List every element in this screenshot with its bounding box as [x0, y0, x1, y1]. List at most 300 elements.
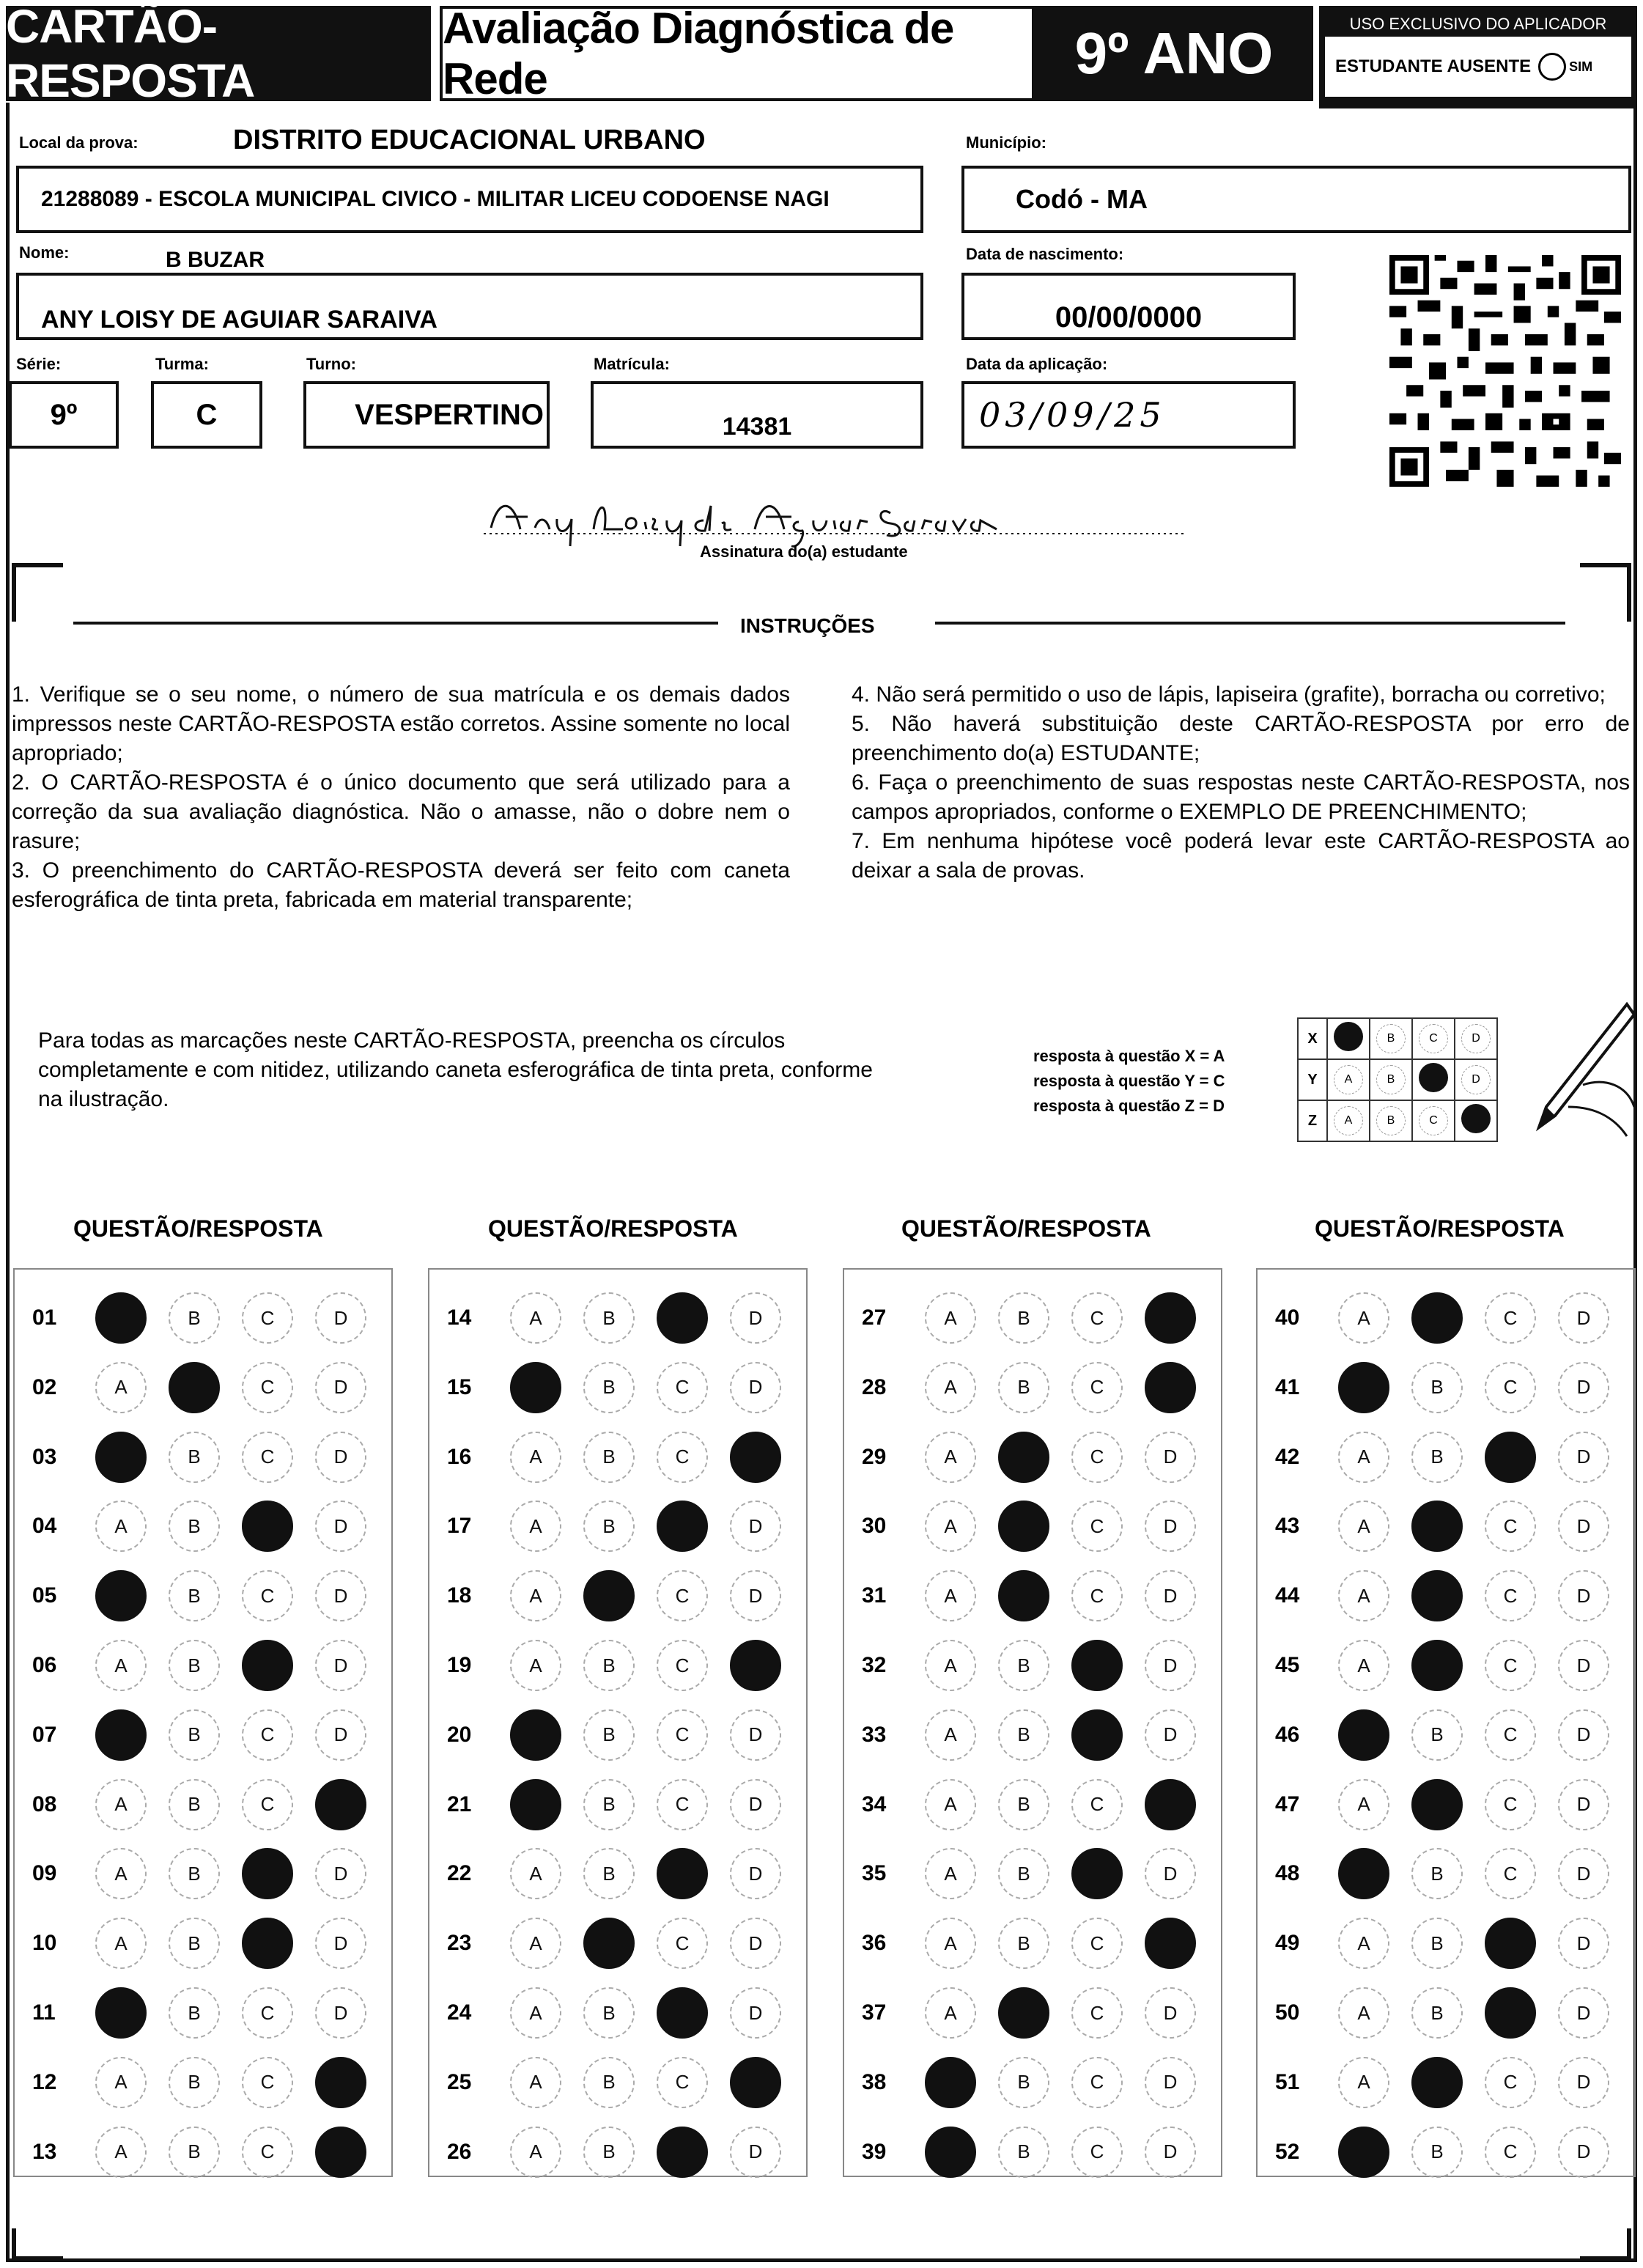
bubble-b[interactable]: B: [169, 1709, 220, 1761]
bubble-a[interactable]: [95, 1570, 147, 1621]
bubble-b[interactable]: B: [998, 1779, 1049, 1830]
answer-row: [850, 1429, 1196, 1485]
bubble-a[interactable]: A: [1338, 1501, 1389, 1552]
answer-row: [435, 1568, 781, 1624]
bubble-a[interactable]: A: [95, 1501, 147, 1552]
bubble-c[interactable]: [1071, 1709, 1123, 1761]
bubble-d[interactable]: D: [315, 1987, 366, 2039]
answer-row: [1263, 1429, 1609, 1485]
bubble-b[interactable]: B: [583, 1709, 635, 1761]
question-number: 17: [447, 1514, 472, 1539]
bubble-b[interactable]: B: [169, 2127, 220, 2178]
bubble-c[interactable]: C: [242, 1292, 293, 1344]
bubble-c[interactable]: C: [1071, 2057, 1123, 2108]
example-cell: [1370, 1100, 1412, 1141]
bubble-b[interactable]: B: [169, 1640, 220, 1691]
bubble-a[interactable]: A: [95, 1918, 147, 1969]
example-legend-x: resposta à questão X = A: [1033, 1047, 1225, 1065]
bubble-a[interactable]: A: [1338, 1640, 1389, 1691]
bubble-a[interactable]: A: [510, 1918, 561, 1969]
bubble-d[interactable]: D: [730, 1362, 781, 1413]
bubble-a[interactable]: A: [1338, 1292, 1389, 1344]
bubble-b[interactable]: B: [169, 1292, 220, 1344]
bubble-c[interactable]: C: [1485, 1570, 1536, 1621]
bubble-c[interactable]: [242, 1501, 293, 1552]
bubble-d[interactable]: D: [315, 1362, 366, 1413]
bubble-b[interactable]: B: [583, 1362, 635, 1413]
example-bubble: C: [1419, 1024, 1448, 1053]
example-cell: [1370, 1018, 1412, 1059]
bubble-b[interactable]: B: [583, 2057, 635, 2108]
bubble-c[interactable]: C: [1071, 1570, 1123, 1621]
nascimento-label: Data de nascimento:: [966, 245, 1124, 263]
bubble-b[interactable]: B: [169, 1987, 220, 2039]
bubble-c[interactable]: C: [1071, 1779, 1123, 1830]
bubble-b[interactable]: [998, 1987, 1049, 2039]
bubble-a[interactable]: A: [95, 1640, 147, 1691]
bubble-c[interactable]: C: [1485, 2127, 1536, 2178]
bubble-d[interactable]: D: [315, 1292, 366, 1344]
bubble-c[interactable]: [1485, 1987, 1536, 2039]
bubble-d[interactable]: D: [1145, 1848, 1196, 1899]
bubble-d[interactable]: [1145, 1779, 1196, 1830]
bubble-d[interactable]: [1145, 1292, 1196, 1344]
instructions-corner-left: [12, 563, 63, 622]
bubble-c[interactable]: C: [1071, 1432, 1123, 1483]
bubble-b[interactable]: B: [583, 1640, 635, 1691]
bubble-c[interactable]: C: [242, 2127, 293, 2178]
bubble-c[interactable]: C: [1071, 1987, 1123, 2039]
bubble-a[interactable]: [95, 1987, 147, 2039]
question-number: 21: [447, 1792, 472, 1816]
bubble-a[interactable]: [510, 1362, 561, 1413]
instruction-7: 7. Em nenhuma hipótese você poderá levar este CARTÃO-RESPOSTA ao deixar a sala de provas.: [852, 829, 1630, 883]
bubble-c[interactable]: C: [1071, 2127, 1123, 2178]
bubble-a[interactable]: A: [925, 1709, 976, 1761]
bubble-a[interactable]: A: [95, 1362, 147, 1413]
answer-row: [435, 1290, 781, 1346]
bubble-d[interactable]: [730, 1640, 781, 1691]
aplicacao-value: 03/09/25: [979, 395, 1166, 435]
question-number: 16: [447, 1444, 472, 1469]
bubble-c[interactable]: C: [1485, 1501, 1536, 1552]
example-bubble: D: [1461, 1024, 1491, 1053]
bubble-d[interactable]: [315, 1779, 366, 1830]
aplicacao-field: [961, 381, 1296, 449]
bubble-a[interactable]: A: [510, 1570, 561, 1621]
bubble-a[interactable]: [925, 2127, 976, 2178]
bubble-a[interactable]: A: [1338, 1432, 1389, 1483]
question-number: 32: [862, 1653, 887, 1677]
bubble-c[interactable]: [657, 1848, 708, 1899]
absent-label: ESTUDANTE AUSENTE: [1335, 56, 1532, 76]
bubble-b[interactable]: B: [1411, 1362, 1463, 1413]
municipio-value: Codó - MA: [1016, 184, 1148, 214]
instruction-4: 4. Não será permitido o uso de lápis, lapiseira (grafite), borracha ou corretivo;: [852, 682, 1606, 707]
bubble-b[interactable]: B: [1411, 1432, 1463, 1483]
bubble-d[interactable]: D: [1145, 1501, 1196, 1552]
bubble-c[interactable]: [657, 1987, 708, 2039]
answer-row: [1263, 2055, 1609, 2110]
bubble-d[interactable]: D: [1145, 1432, 1196, 1483]
bubble-a[interactable]: A: [925, 1987, 976, 2039]
bubble-b[interactable]: B: [169, 1432, 220, 1483]
bubble-b[interactable]: B: [998, 2057, 1049, 2108]
bubble-d[interactable]: D: [730, 2127, 781, 2178]
nascimento-field: [961, 273, 1296, 340]
bubble-a[interactable]: [95, 1432, 147, 1483]
bubble-d[interactable]: D: [315, 1918, 366, 1969]
bubble-a[interactable]: A: [95, 1848, 147, 1899]
bubble-a[interactable]: A: [510, 1432, 561, 1483]
bubble-c[interactable]: [242, 1918, 293, 1969]
bubble-d[interactable]: D: [730, 1501, 781, 1552]
turma-value: C: [196, 398, 218, 431]
bubble-b[interactable]: B: [583, 1848, 635, 1899]
bubble-d[interactable]: D: [1558, 1501, 1609, 1552]
turno-value: VESPERTINO: [355, 398, 544, 431]
bubble-a[interactable]: [510, 1779, 561, 1830]
bubble-a[interactable]: A: [95, 2057, 147, 2108]
bubble-d[interactable]: D: [1558, 2057, 1609, 2108]
bubble-a[interactable]: A: [1338, 1779, 1389, 1830]
bubble-a[interactable]: A: [925, 1570, 976, 1621]
bubble-d[interactable]: D: [315, 1640, 366, 1691]
bubble-b[interactable]: [169, 1362, 220, 1413]
nome-field: [16, 273, 923, 340]
instructions-rule-left: [73, 622, 718, 625]
answer-row: [435, 1846, 781, 1901]
bubble-b[interactable]: B: [1411, 1987, 1463, 2039]
bubble-c[interactable]: C: [1485, 1292, 1536, 1344]
bubble-b[interactable]: B: [1411, 1918, 1463, 1969]
bubble-b[interactable]: B: [998, 1362, 1049, 1413]
bubble-b[interactable]: B: [169, 1501, 220, 1552]
bubble-d[interactable]: D: [315, 1501, 366, 1552]
bubble-c[interactable]: C: [242, 1432, 293, 1483]
bubble-c[interactable]: [1485, 1918, 1536, 1969]
bubble-b[interactable]: [998, 1501, 1049, 1552]
bubble-b[interactable]: B: [1411, 1848, 1463, 1899]
answer-row: [435, 1498, 781, 1554]
bubble-d[interactable]: D: [315, 1848, 366, 1899]
bubble-a[interactable]: A: [510, 1987, 561, 2039]
bubble-d[interactable]: D: [730, 1779, 781, 1830]
bubble-d[interactable]: D: [315, 1570, 366, 1621]
bubble-a[interactable]: A: [95, 1779, 147, 1830]
bubble-b[interactable]: [1411, 2057, 1463, 2108]
absent-bubble[interactable]: [1538, 53, 1566, 81]
bubble-d[interactable]: [1145, 1918, 1196, 1969]
bubble-c[interactable]: C: [1071, 1292, 1123, 1344]
bubble-d[interactable]: D: [730, 1918, 781, 1969]
bubble-d[interactable]: D: [1145, 2057, 1196, 2108]
bubble-b[interactable]: B: [169, 1918, 220, 1969]
instruction-5: 5. Não haverá substituição deste CARTÃO-RESPOSTA por erro de preenchimento do(a) ESTUDANTE;: [852, 712, 1630, 765]
answer-row: [850, 1568, 1196, 1624]
question-number: 24: [447, 2000, 472, 2025]
question-number: 28: [862, 1374, 887, 1399]
bubble-c[interactable]: C: [657, 1709, 708, 1761]
bubble-b[interactable]: B: [1411, 1709, 1463, 1761]
bubble-d[interactable]: D: [730, 1709, 781, 1761]
nome-value: ANY LOISY DE AGUIAR SARAIVA: [41, 306, 437, 334]
bubble-c[interactable]: [1071, 1640, 1123, 1691]
example-bubble: A: [1334, 1065, 1363, 1094]
bubble-b[interactable]: [583, 1918, 635, 1969]
bubble-c[interactable]: C: [1485, 1779, 1536, 1830]
fill-instruction: Para todas as marcações neste CARTÃO-RESPOSTA, preencha os círculos completamente e com nitidez, utilizando caneta esferográfica de tinta preta, conforme na ilustração.: [38, 1028, 873, 1111]
bubble-b[interactable]: B: [998, 2127, 1049, 2178]
bubble-b[interactable]: B: [169, 2057, 220, 2108]
bubble-c[interactable]: C: [1071, 1501, 1123, 1552]
bubble-c[interactable]: [657, 1501, 708, 1552]
bubble-c[interactable]: [242, 1848, 293, 1899]
question-number: 14: [447, 1306, 472, 1330]
answer-row: [21, 1568, 366, 1624]
bubble-b[interactable]: [583, 1570, 635, 1621]
bubble-d[interactable]: D: [1558, 1709, 1609, 1761]
question-number: 39: [862, 2139, 887, 2164]
bubble-a[interactable]: A: [925, 1501, 976, 1552]
question-number: 09: [32, 1861, 57, 1886]
bubble-a[interactable]: A: [510, 1848, 561, 1899]
bubble-c[interactable]: C: [242, 1362, 293, 1413]
bubble-a[interactable]: [95, 1292, 147, 1344]
bubble-c[interactable]: C: [242, 1709, 293, 1761]
bubble-c[interactable]: C: [657, 1432, 708, 1483]
bubble-a[interactable]: [510, 1709, 561, 1761]
bubble-d[interactable]: D: [315, 1432, 366, 1483]
bubble-d[interactable]: D: [1145, 1640, 1196, 1691]
bubble-d[interactable]: [315, 2057, 366, 2108]
bubble-b[interactable]: B: [998, 1640, 1049, 1691]
bubble-a[interactable]: [1338, 1362, 1389, 1413]
answer-row: [435, 1985, 781, 2041]
bubble-c[interactable]: C: [1485, 1640, 1536, 1691]
answer-row: [1263, 2124, 1609, 2180]
bubble-d[interactable]: [315, 2127, 366, 2178]
bubble-c[interactable]: C: [1485, 1362, 1536, 1413]
example-cell: [1455, 1059, 1497, 1100]
answer-row: [435, 1638, 781, 1693]
instruction-2: 2. O CARTÃO-RESPOSTA é o único documento que será utilizado para a correção da sua avaliação diagnóstica. Não o amasse, não o dobre nem o rasure;: [12, 770, 790, 853]
bubble-c[interactable]: C: [242, 1987, 293, 2039]
bubble-b[interactable]: [998, 1432, 1049, 1483]
bubble-d[interactable]: D: [315, 1709, 366, 1761]
bubble-a[interactable]: A: [510, 1501, 561, 1552]
bubble-d[interactable]: D: [730, 1570, 781, 1621]
question-number: 30: [862, 1514, 887, 1539]
question-number: 34: [862, 1792, 887, 1816]
bubble-a[interactable]: A: [1338, 1570, 1389, 1621]
absent-field: [1325, 37, 1631, 97]
bubble-c[interactable]: C: [1485, 2057, 1536, 2108]
bubble-b[interactable]: [1411, 1779, 1463, 1830]
bubble-a[interactable]: A: [925, 1292, 976, 1344]
question-number: 03: [32, 1444, 57, 1469]
bubble-d[interactable]: D: [1558, 2127, 1609, 2178]
bubble-d[interactable]: D: [1558, 1432, 1609, 1483]
bubble-b[interactable]: [1411, 1640, 1463, 1691]
bubble-a[interactable]: A: [95, 2127, 147, 2178]
bubble-b[interactable]: B: [998, 1918, 1049, 1969]
bubble-b[interactable]: B: [169, 1779, 220, 1830]
bubble-c[interactable]: C: [657, 1918, 708, 1969]
bubble-b[interactable]: B: [583, 1501, 635, 1552]
question-number: 47: [1275, 1792, 1300, 1816]
answer-row: [1263, 1707, 1609, 1763]
bubble-a[interactable]: [1338, 2127, 1389, 2178]
matricula-value: 14381: [722, 413, 792, 441]
instruction-3: 3. O preenchimento do CARTÃO-RESPOSTA deverá ser feito com caneta esferográfica de tinta preta, fabricada em material transparente;: [12, 858, 790, 912]
bubble-a[interactable]: [95, 1709, 147, 1761]
bubble-d[interactable]: D: [730, 1848, 781, 1899]
bubble-a[interactable]: A: [1338, 1987, 1389, 2039]
bubble-d[interactable]: D: [1558, 1570, 1609, 1621]
example-row-label: Y: [1298, 1059, 1327, 1100]
example-row-label: X: [1298, 1018, 1327, 1059]
bubble-d[interactable]: D: [1145, 1987, 1196, 2039]
bubble-b[interactable]: B: [998, 1292, 1049, 1344]
answer-row: [850, 1498, 1196, 1554]
bubble-b[interactable]: B: [169, 1570, 220, 1621]
bubble-b[interactable]: B: [169, 1848, 220, 1899]
bubble-a[interactable]: [925, 2057, 976, 2108]
bubble-c[interactable]: C: [657, 1779, 708, 1830]
bubble-d[interactable]: D: [1558, 1292, 1609, 1344]
bubble-a[interactable]: A: [510, 2057, 561, 2108]
bubble-a[interactable]: [1338, 1848, 1389, 1899]
grade-year: 9º ANO: [1035, 6, 1313, 101]
answer-row: [850, 1707, 1196, 1763]
bubble-c[interactable]: C: [657, 1362, 708, 1413]
answer-row: [435, 1429, 781, 1485]
bubble-b[interactable]: B: [998, 1709, 1049, 1761]
bubble-d[interactable]: D: [1558, 1362, 1609, 1413]
example-cell: [1412, 1100, 1455, 1141]
bubble-c[interactable]: C: [657, 2057, 708, 2108]
question-number: 05: [32, 1583, 57, 1608]
bubble-a[interactable]: A: [925, 1640, 976, 1691]
municipio-label: Município:: [966, 133, 1046, 152]
bubble-b[interactable]: B: [998, 1848, 1049, 1899]
column-title: QUESTÃO/RESPOSTA: [901, 1215, 1151, 1242]
signature-label: Assinatura do(a) estudante: [700, 542, 908, 561]
example-row: [1298, 1100, 1497, 1141]
question-number: 42: [1275, 1444, 1300, 1469]
serie-label: Série:: [16, 355, 62, 373]
bubble-d[interactable]: D: [1145, 1570, 1196, 1621]
bubble-c[interactable]: C: [1071, 1918, 1123, 1969]
bubble-b[interactable]: B: [583, 1432, 635, 1483]
answer-row: [1263, 1638, 1609, 1693]
question-number: 01: [32, 1306, 57, 1330]
bubble-b[interactable]: [998, 1570, 1049, 1621]
bubble-a[interactable]: A: [925, 1848, 976, 1899]
bubble-d[interactable]: [730, 1432, 781, 1483]
bubble-d[interactable]: [1145, 1362, 1196, 1413]
bubble-b[interactable]: B: [583, 1292, 635, 1344]
bubble-a[interactable]: A: [925, 1918, 976, 1969]
question-number: 02: [32, 1374, 57, 1399]
answer-row: [1263, 1985, 1609, 2041]
bubble-d[interactable]: D: [1558, 1987, 1609, 2039]
bubble-a[interactable]: A: [510, 1292, 561, 1344]
bubble-c[interactable]: C: [1485, 1848, 1536, 1899]
bubble-b[interactable]: B: [1411, 2127, 1463, 2178]
bubble-d[interactable]: D: [730, 1292, 781, 1344]
bubble-d[interactable]: D: [1558, 1640, 1609, 1691]
bubble-a[interactable]: A: [925, 1779, 976, 1830]
bubble-a[interactable]: A: [925, 1432, 976, 1483]
bubble-d[interactable]: D: [1558, 1779, 1609, 1830]
bubble-c[interactable]: C: [657, 1570, 708, 1621]
bubble-b[interactable]: B: [583, 1779, 635, 1830]
bubble-d[interactable]: D: [1145, 1709, 1196, 1761]
bubble-d[interactable]: D: [1558, 1918, 1609, 1969]
question-number: 48: [1275, 1861, 1300, 1886]
example-bubble: [1334, 1022, 1363, 1051]
bubble-c[interactable]: C: [1485, 1709, 1536, 1761]
bubble-a[interactable]: A: [1338, 2057, 1389, 2108]
serie-field: [9, 381, 119, 449]
bubble-d[interactable]: [730, 2057, 781, 2108]
bubble-b[interactable]: [1411, 1501, 1463, 1552]
answer-row: [21, 1707, 366, 1763]
nome-label: Nome:: [19, 243, 70, 262]
bubble-c[interactable]: [242, 1640, 293, 1691]
bubble-c[interactable]: C: [657, 1640, 708, 1691]
bubble-d[interactable]: D: [1145, 2127, 1196, 2178]
bubble-a[interactable]: A: [510, 2127, 561, 2178]
instructions-title: INSTRUÇÕES: [740, 614, 875, 637]
answer-row: [1263, 1360, 1609, 1415]
example-row: [1298, 1059, 1497, 1100]
bubble-c[interactable]: [657, 1292, 708, 1344]
instruction-6: 6. Faça o preenchimento de suas respostas neste CARTÃO-RESPOSTA, nos campos apropriados, conforme o EXEMPLO DE PREENCHIMENTO;: [852, 770, 1630, 824]
turma-field: [151, 381, 262, 449]
question-number: 27: [862, 1306, 887, 1330]
bubble-b[interactable]: [1411, 1292, 1463, 1344]
bubble-c[interactable]: C: [242, 1570, 293, 1621]
bubble-c[interactable]: C: [242, 1779, 293, 1830]
bubble-d[interactable]: D: [730, 1987, 781, 2039]
bubble-c[interactable]: [657, 2127, 708, 2178]
bubble-b[interactable]: B: [583, 1987, 635, 2039]
bubble-b[interactable]: B: [583, 2127, 635, 2178]
bubble-a[interactable]: A: [1338, 1918, 1389, 1969]
bubble-c[interactable]: C: [1071, 1362, 1123, 1413]
qr-code: [1389, 253, 1621, 489]
question-number: 36: [862, 1931, 887, 1956]
bubble-d[interactable]: D: [1558, 1848, 1609, 1899]
matricula-label: Matrícula:: [594, 355, 670, 373]
bottom-corner-right: [1580, 2228, 1631, 2261]
bubble-a[interactable]: A: [510, 1640, 561, 1691]
bubble-c[interactable]: [1071, 1848, 1123, 1899]
bubble-a[interactable]: A: [925, 1362, 976, 1413]
instructions-left: [12, 680, 790, 915]
bubble-c[interactable]: C: [242, 2057, 293, 2108]
pen-icon: [1495, 997, 1634, 1144]
example-bubble: A: [1334, 1106, 1363, 1135]
bubble-a[interactable]: [1338, 1709, 1389, 1761]
example-table: [1297, 1017, 1498, 1142]
bubble-b[interactable]: [1411, 1570, 1463, 1621]
answer-row: [1263, 1915, 1609, 1971]
bubble-c[interactable]: [1485, 1432, 1536, 1483]
